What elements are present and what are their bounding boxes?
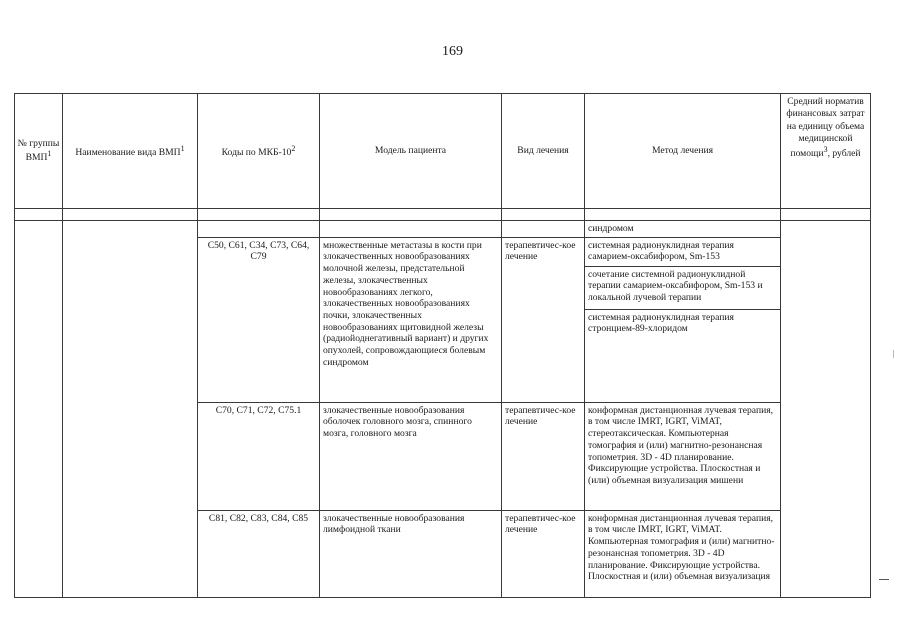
treatment-type-cell: терапевтичес-кое лечение <box>502 402 585 510</box>
treatment-type-cell <box>502 221 585 238</box>
margin-tick <box>893 350 894 358</box>
icd-codes-cell <box>198 221 320 238</box>
vmp-name-cell <box>63 221 198 598</box>
normative-cost-cell <box>781 221 871 598</box>
treatment-type-cell: терапевтичес-кое лечение <box>502 237 585 402</box>
treatment-method-cell: конформная дистанционная лучевая терапия, в том числе IMRT, IGRT, ViMAT. Компьютерная томография и (или) магнитно-резонансная топометрия. 3D - 4D планирование. Фиксирующие устройства. Плоскостная и (или) объемная визуализация <box>585 510 781 597</box>
treatment-method-cell: синдромом <box>585 221 781 238</box>
treatment-method-cell: сочетание системной радионуклидной терапии самарием-оксабифором, Sm-153 и локальной лучевой терапии <box>585 266 781 309</box>
table-header-row <box>15 94 871 209</box>
header-patient-model: Модель пациента <box>320 94 502 209</box>
table-row <box>15 221 871 238</box>
treatment-type-cell: терапевтичес-кое лечение <box>502 510 585 597</box>
page-number: 169 <box>442 44 463 59</box>
patient-model-cell: множественные метастазы в кости при злокачественных новообразованиях молочной железы, предстательной железы, злокачественных новообразованиях легкого, злокачественных новообразованиях почки, злокачественных новообразованиях щитовидной железы (радиойоднегативный вариант) и других опухолей, сопровождающиеся болевым синдромом <box>320 237 502 402</box>
patient-model-cell <box>320 221 502 238</box>
header-treatment-type: Вид лечения <box>502 94 585 209</box>
treatment-method-cell: конформная дистанционная лучевая терапия, в том числе IMRT, IGRT, ViMAT, стереотаксическая. Компьютерная томография и (или) магнитно-резонансная топометрия. 3D - 4D планирование. Фиксирующие устройства. Плоскостная и (или) объемная визуализация мишени <box>585 402 781 510</box>
margin-mark <box>879 579 889 580</box>
header-icd-codes: Коды по МКБ-$10^2$ <box>198 94 320 209</box>
icd-codes-cell: C70, C71, C72, C75.1 <box>198 402 320 510</box>
table-spacer-row <box>15 209 871 221</box>
header-group-no: № группы ВМП$^1$ <box>15 94 63 209</box>
treatment-method-cell: системная радионуклидная терапия стронцием-89-хлоридом <box>585 309 781 402</box>
header-treatment-method: Метод лечения <box>585 94 781 209</box>
header-normative-cost: Средний норматив финансовых затрат на единицу объема медицинской помощи$^3$, рублей <box>781 94 871 209</box>
group-no-cell <box>15 221 63 598</box>
patient-model-cell: злокачественные новообразования оболочек головного мозга, спинного мозга, головного мозга <box>320 402 502 510</box>
patient-model-cell: злокачественные новообразования лимфоидной ткани <box>320 510 502 597</box>
icd-codes-cell: C81, C82, C83, C84, C85 <box>198 510 320 597</box>
header-vmp-name: Наименование вида ВМП$^1$ <box>63 94 198 209</box>
treatment-method-cell: системная радионуклидная терапия самарием-оксабифором, Sm-153 <box>585 237 781 266</box>
icd-codes-cell: C50, C61, C34, C73, C64, C79 <box>198 237 320 402</box>
vmp-table <box>14 93 871 598</box>
